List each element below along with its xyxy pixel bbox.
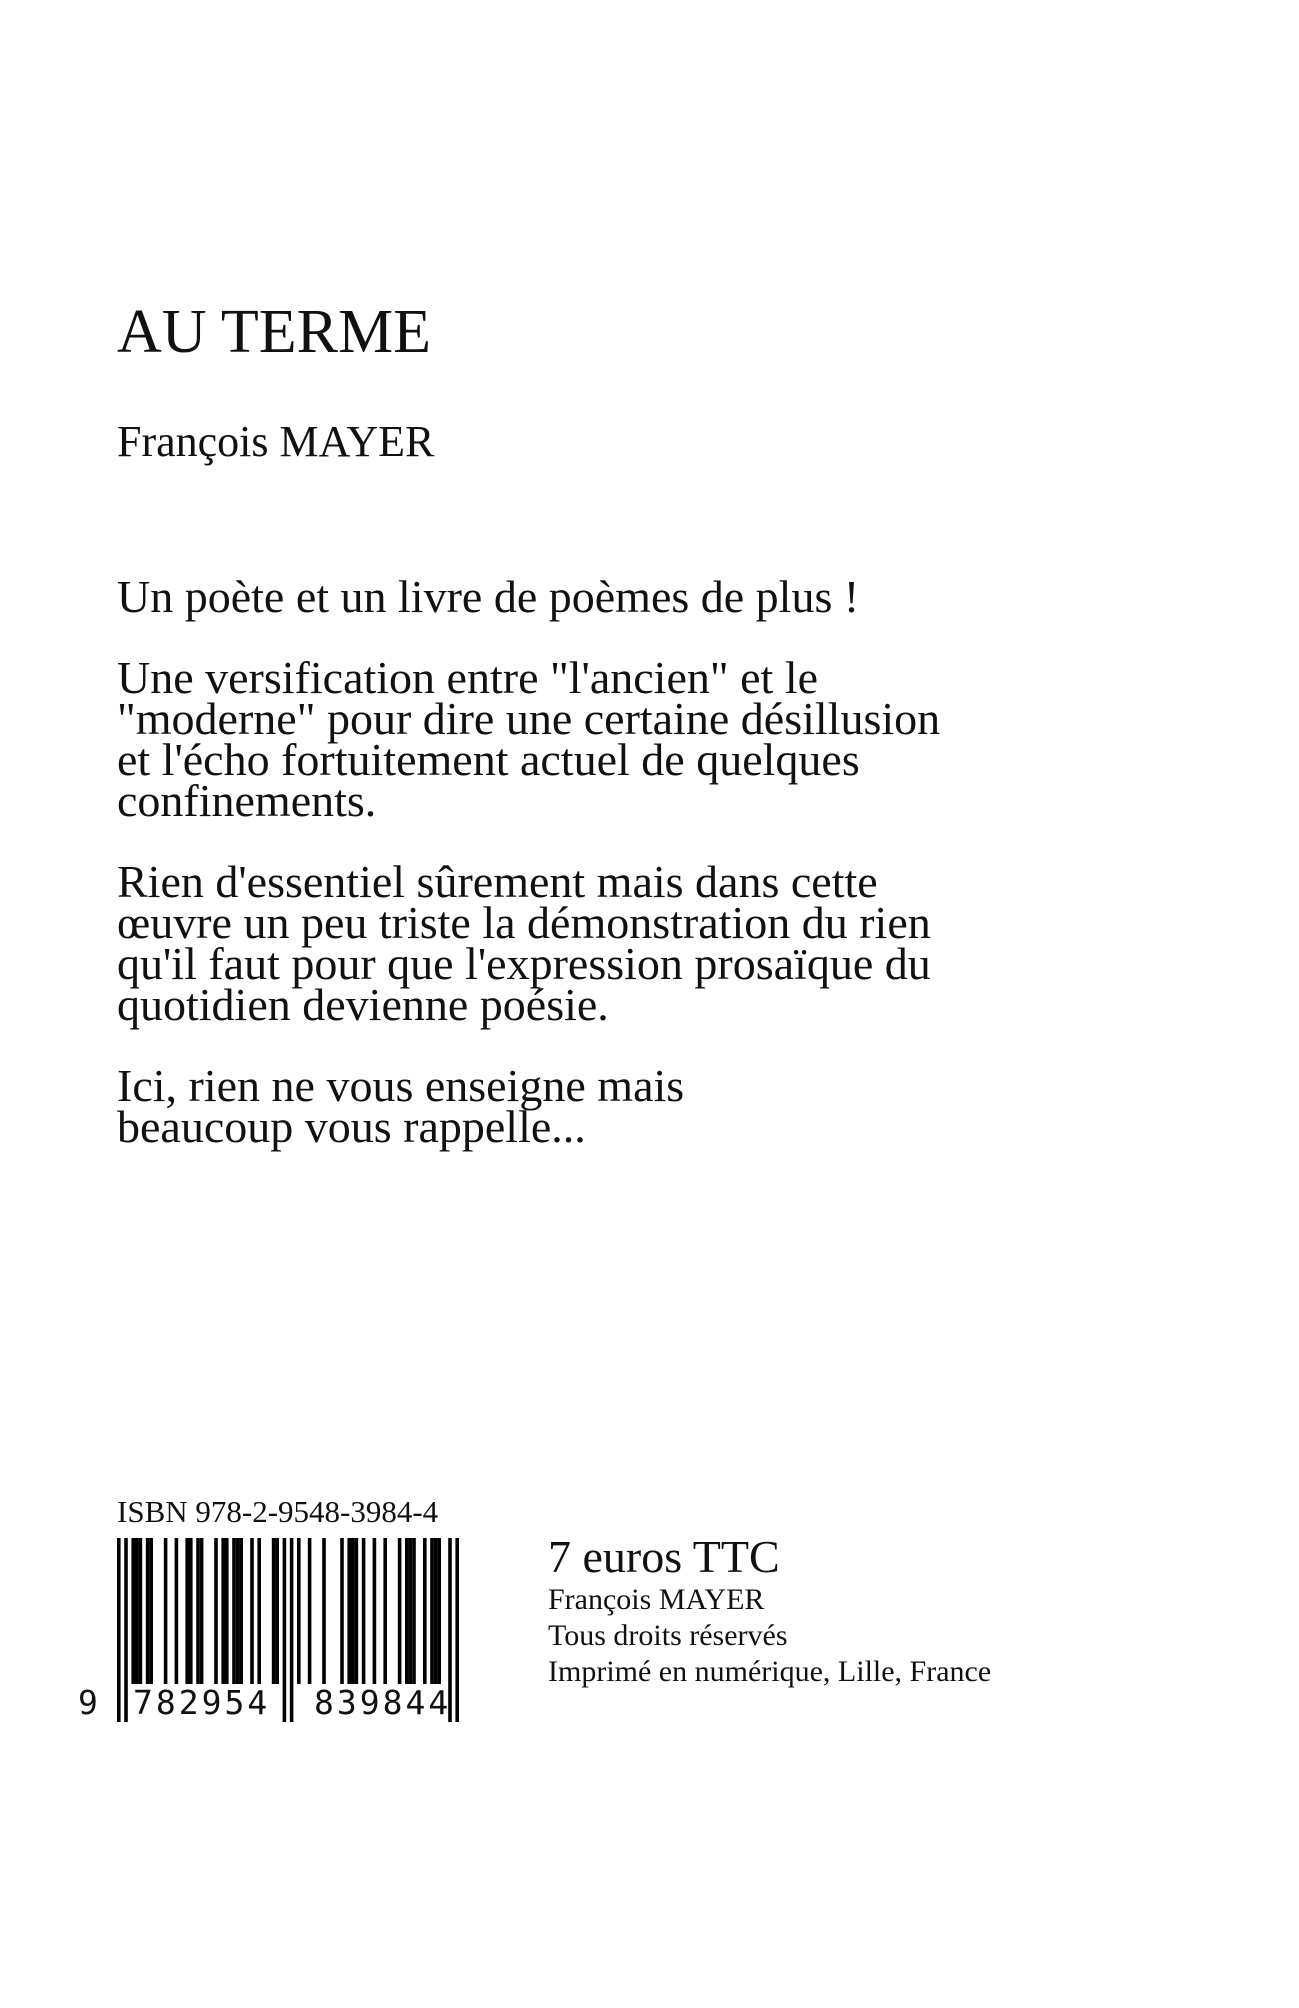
- barcode-bar: [308, 1538, 312, 1684]
- barcode-bar: [398, 1538, 402, 1684]
- barcode-bar: [175, 1538, 179, 1684]
- barcode-guard-bar: [117, 1538, 121, 1722]
- barcode-bar: [135, 1538, 139, 1684]
- barcode-bar: [225, 1538, 229, 1684]
- barcode-bar: [239, 1538, 243, 1684]
- blurb-paragraph: Une versification entre "l'ancien" et le "moderne" pour dire une certaine désillusion et l'écho fortuitement actuel de quelques confinements.: [117, 652, 941, 826]
- barcode-bar: [409, 1538, 413, 1684]
- barcode-digits-right: 839844: [314, 1683, 452, 1722]
- barcode-digits-left: 782954: [133, 1683, 271, 1722]
- barcode-bar: [164, 1538, 168, 1684]
- barcode-bar: [214, 1538, 218, 1684]
- barcode-guard-bar: [283, 1538, 287, 1722]
- barcode-bar: [430, 1538, 434, 1684]
- imprint-rights: Tous droits réservés: [548, 1619, 788, 1652]
- barcode-bar: [131, 1538, 135, 1684]
- barcode-bar: [146, 1538, 150, 1684]
- blurb-paragraph: Un poète et un livre de poèmes de plus !: [117, 571, 860, 622]
- barcode-bar: [275, 1538, 279, 1684]
- barcode-bar: [200, 1538, 204, 1684]
- price: 7 euros TTC: [548, 1531, 780, 1582]
- isbn-label: ISBN 978-2-9548-3984-4: [117, 1494, 439, 1529]
- barcode-digit-first: 9: [78, 1683, 98, 1722]
- imprint-printed: Imprimé en numérique, Lille, France: [548, 1655, 992, 1688]
- barcode-bar: [434, 1538, 438, 1684]
- barcode-bar: [383, 1538, 387, 1684]
- barcode-bar: [250, 1538, 254, 1684]
- barcode-bar: [351, 1538, 355, 1684]
- barcode-bar: [272, 1538, 276, 1684]
- imprint-author: François MAYER: [548, 1583, 765, 1616]
- barcode-bar: [373, 1538, 377, 1684]
- barcode-bar: [189, 1538, 193, 1684]
- barcode-bar: [236, 1538, 240, 1684]
- barcode-bar: [221, 1538, 225, 1684]
- barcode-bar: [423, 1538, 427, 1684]
- barcode-bar: [185, 1538, 189, 1684]
- barcode-bar: [437, 1538, 441, 1684]
- imprint-block: [548, 1532, 991, 1690]
- barcode-bar: [355, 1538, 359, 1684]
- barcode-bar: [322, 1538, 326, 1684]
- barcode-bar: [196, 1538, 200, 1684]
- blurb-paragraph: Rien d'essentiel sûrement mais dans cette œuvre un peu triste la démonstration du rien qu'il faut pour que l'expression prosaïque du quotidien devienne poésie.: [117, 856, 931, 1030]
- back-cover-blurb: [117, 571, 1117, 1152]
- barcode-bar: [347, 1538, 351, 1684]
- barcode-guard-bar: [290, 1538, 294, 1722]
- barcode-bar: [149, 1538, 153, 1684]
- barcode-bar: [139, 1538, 143, 1684]
- barcode-bar: [232, 1538, 236, 1684]
- barcode-bar: [297, 1538, 301, 1684]
- barcode-guard-bar: [124, 1538, 128, 1722]
- barcode-bar: [405, 1538, 409, 1684]
- barcode-bar: [340, 1538, 344, 1684]
- barcode-guard-bar: [455, 1538, 459, 1722]
- barcode-bar: [362, 1538, 366, 1684]
- book-author: François MAYER: [117, 417, 435, 466]
- barcode-bar: [257, 1538, 261, 1684]
- barcode-bar: [412, 1538, 416, 1684]
- book-title: AU TERME: [117, 298, 432, 366]
- blurb-paragraph: Ici, rien ne vous enseigne mais beaucoup vous rappelle...: [117, 1060, 685, 1152]
